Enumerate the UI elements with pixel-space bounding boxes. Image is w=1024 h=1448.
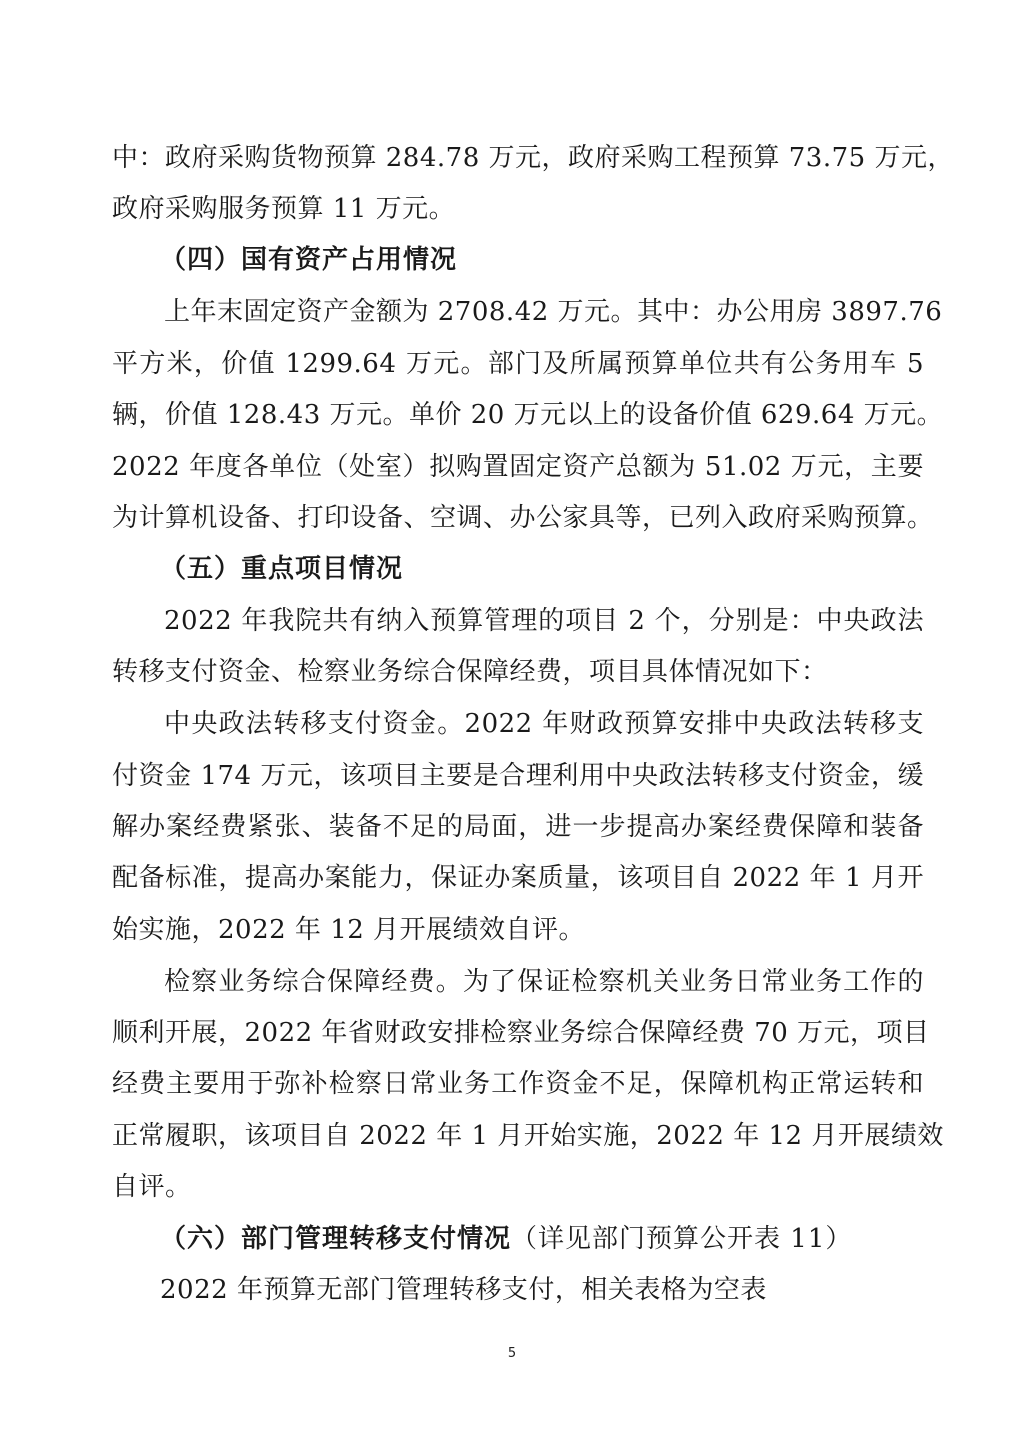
paragraph-line: 付资金 174 万元，该项目主要是合理利用中央政法转移支付资金，缓 — [112, 761, 924, 791]
section-heading-4: （四）国有资产占用情况 — [160, 245, 458, 275]
paragraph-line: 政府采购服务预算 11 万元。 — [112, 194, 456, 224]
paragraph-line: 配备标准，提高办案能力，保证办案质量，该项目自 2022 年 1 月开 — [112, 863, 924, 893]
paragraph-line: 检察业务综合保障经费。为了保证检察机关业务日常业务工作的 — [164, 967, 924, 997]
paragraph-line: 为计算机设备、打印设备、空调、办公家具等，已列入政府采购预算。 — [112, 503, 934, 533]
paragraph-line: 2022 年预算无部门管理转移支付，相关表格为空表 — [160, 1275, 767, 1305]
section-heading-6-title: （六）部门管理转移支付情况 — [160, 1224, 512, 1254]
paragraph-line: 正常履职，该项目自 2022 年 1 月开始实施，2022 年 12 月开展绩效 — [112, 1121, 944, 1151]
paragraph-line: 转移支付资金、检察业务综合保障经费，项目具体情况如下： — [112, 657, 828, 687]
section-heading-6-note: （详见部门预算公开表 11） — [511, 1224, 853, 1254]
section-heading-5: （五）重点项目情况 — [160, 554, 404, 584]
paragraph-line: 解办案经费紧张、装备不足的局面，进一步提高办案经费保障和装备 — [112, 812, 924, 842]
paragraph-line: 2022 年度各单位（处室）拟购置固定资产总额为 51.02 万元，主要 — [112, 452, 924, 482]
paragraph-line: 平方米，价值 1299.64 万元。部门及所属预算单位共有公务用车 5 — [112, 349, 924, 379]
page-number: 5 — [507, 1346, 517, 1361]
paragraph-line: 2022 年我院共有纳入预算管理的项目 2 个，分别是：中央政法 — [164, 606, 924, 636]
paragraph-line: 中：政府采购货物预算 284.78 万元，政府采购工程预算 73.75 万元， — [112, 143, 954, 173]
paragraph-line: 顺利开展，2022 年省财政安排检察业务综合保障经费 70 万元，项目 — [112, 1018, 930, 1048]
paragraph-line: 始实施，2022 年 12 月开展绩效自评。 — [112, 915, 586, 945]
paragraph-line: 辆，价值 128.43 万元。单价 20 万元以上的设备价值 629.64 万元。 — [112, 400, 944, 430]
paragraph-line: 中央政法转移支付资金。2022 年财政预算安排中央政法转移支 — [164, 709, 924, 739]
paragraph-line: 经费主要用于弥补检察日常业务工作资金不足，保障机构正常运转和 — [112, 1069, 924, 1099]
paragraph-line: 自评。 — [112, 1172, 192, 1202]
paragraph-line: 上年末固定资产金额为 2708.42 万元。其中：办公用房 3897.76 — [164, 297, 943, 327]
section-heading-6 — [160, 1219, 924, 1259]
